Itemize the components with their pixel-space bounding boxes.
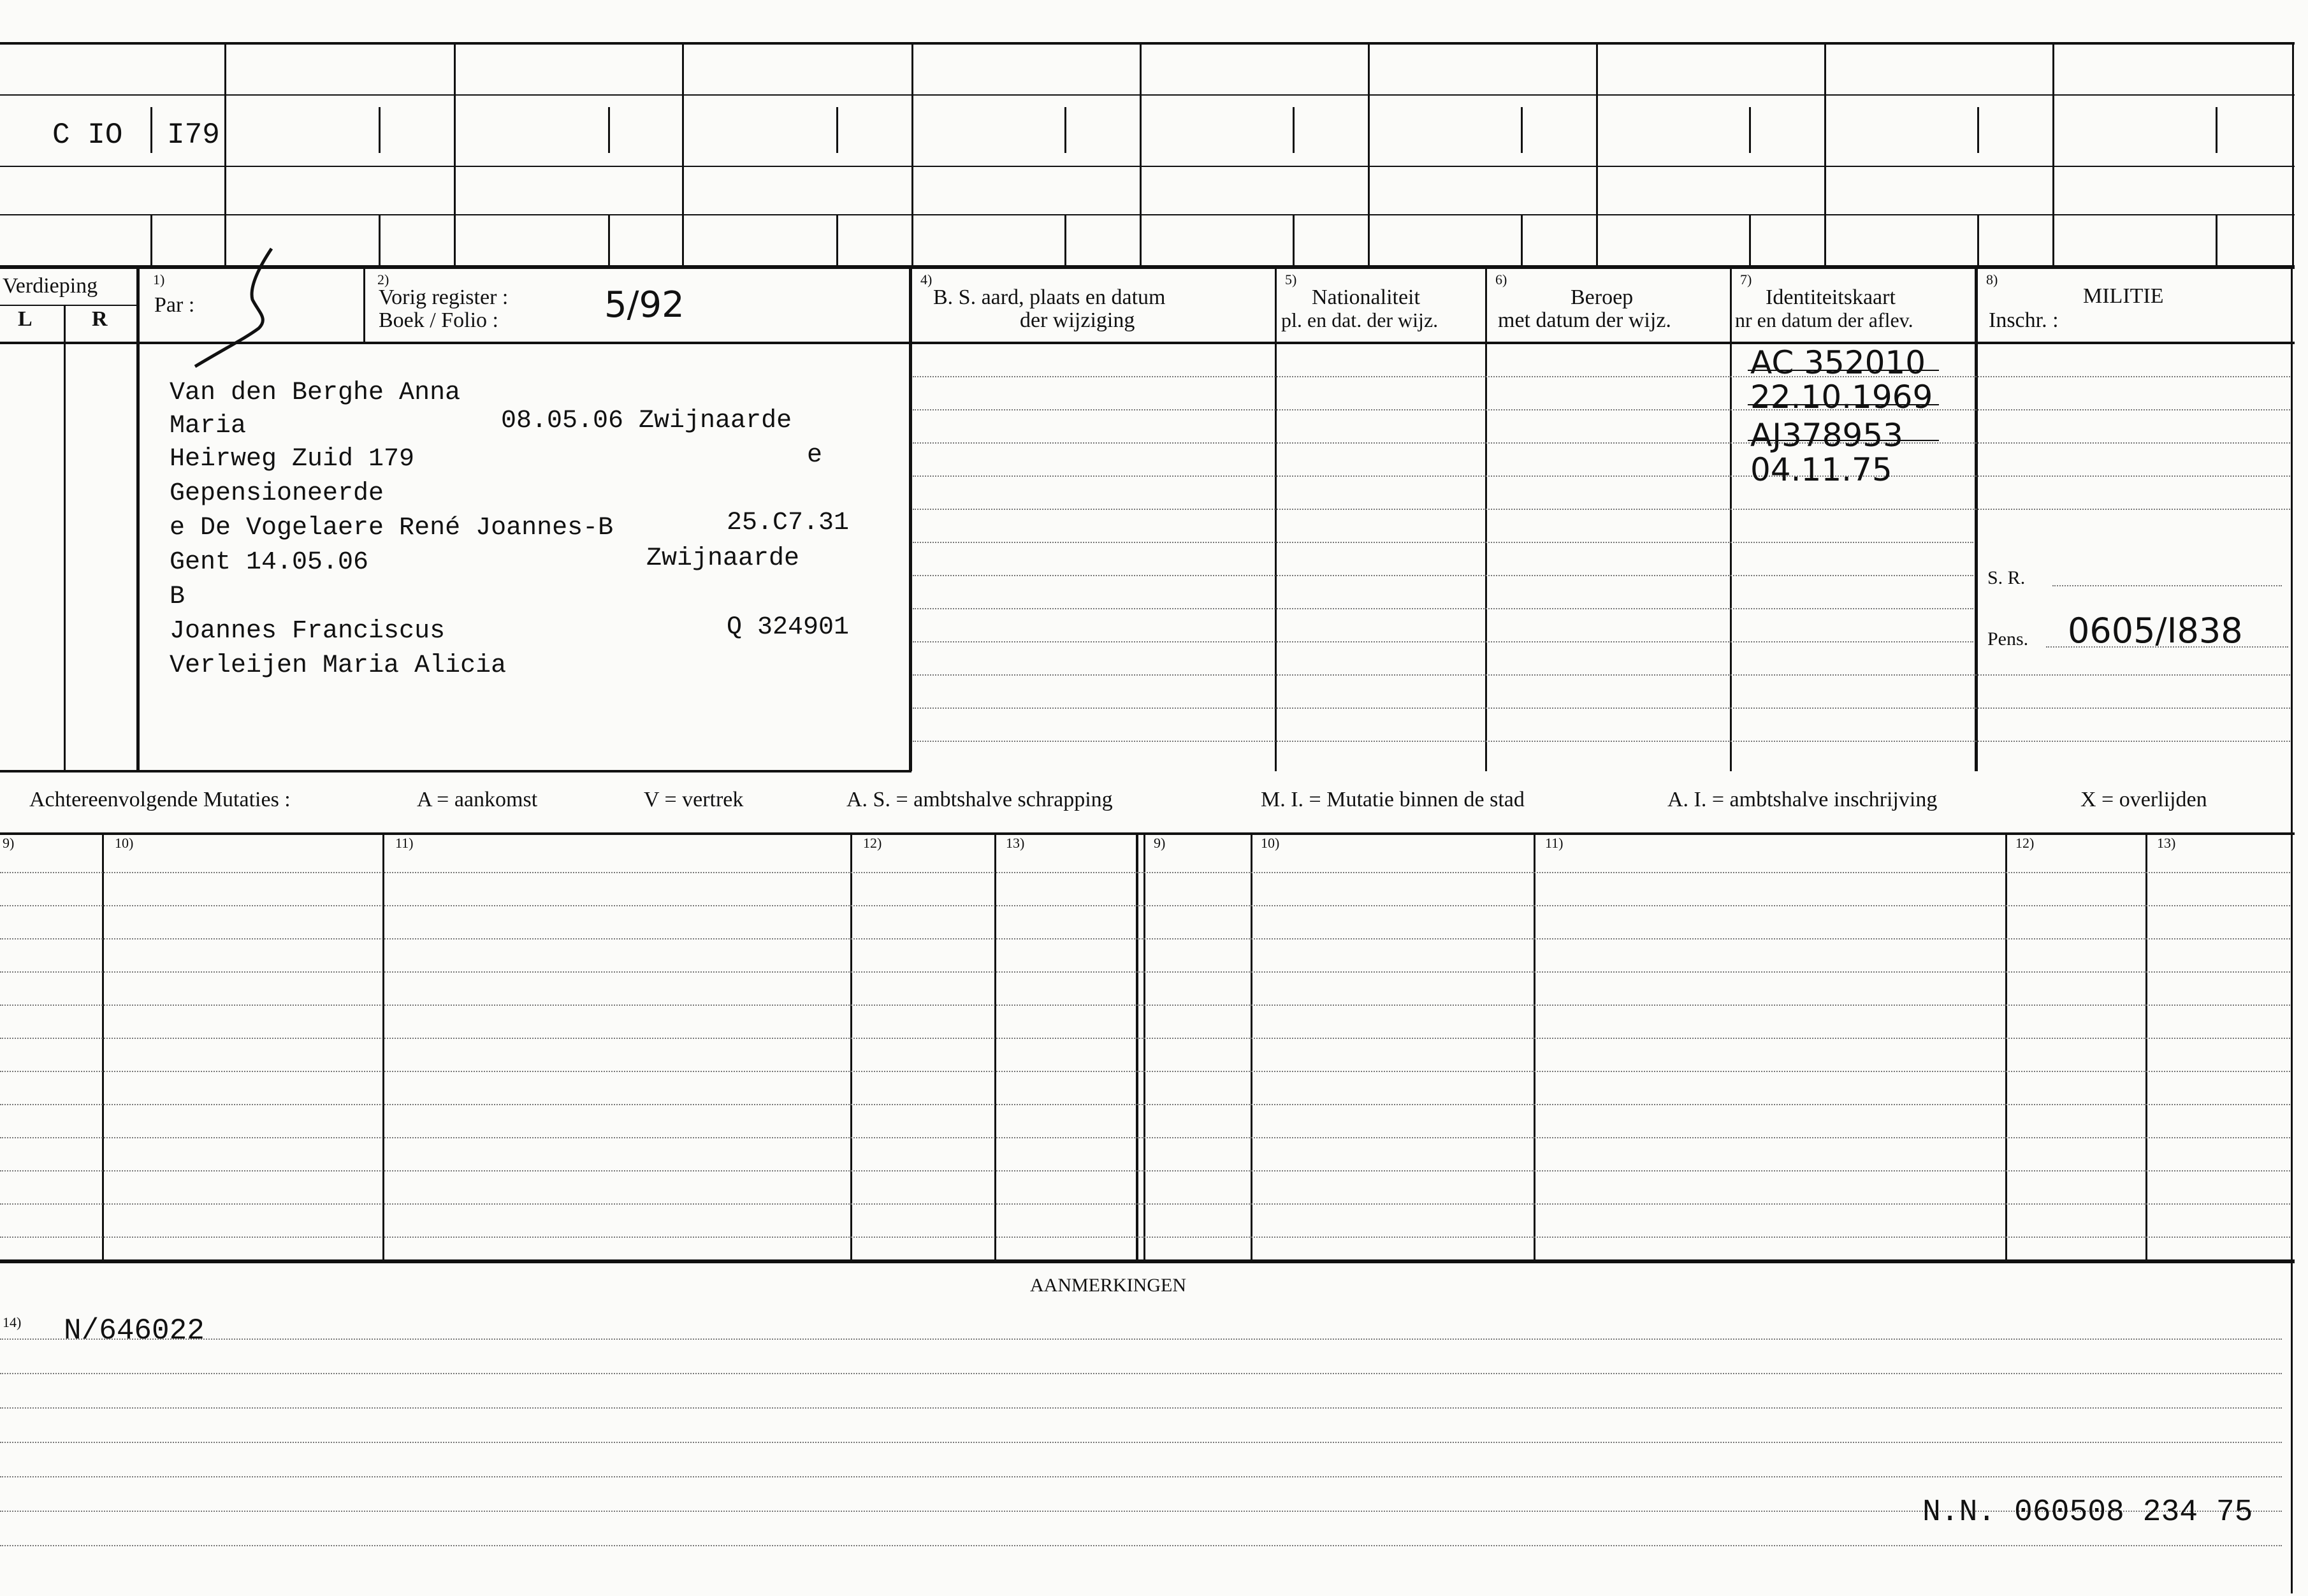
id-card-date-1: 22.10.1969 — [1750, 379, 1933, 416]
col-l-label: L — [18, 307, 33, 331]
mutatie-col-label: 10) — [1261, 835, 1280, 851]
boek-folio-label: Boek / Folio : — [379, 308, 498, 332]
section-end — [0, 770, 911, 773]
bs-label-1: B. S. aard, plaats en datum — [933, 286, 1166, 309]
grid-tick — [608, 215, 610, 266]
pens-label: Pens. — [1987, 628, 2029, 649]
mutatie-row-line — [0, 1237, 2292, 1238]
mutatie-row-line — [0, 1170, 2292, 1172]
id-strike — [1748, 440, 1939, 441]
grid-tick — [1977, 215, 1979, 266]
grid-tick — [1293, 107, 1295, 153]
militie-label: MILITIE — [2083, 284, 2164, 308]
grid-line — [0, 94, 2295, 96]
grid-tick — [1293, 215, 1295, 266]
grid-tick — [836, 107, 838, 153]
mutatie-col-label: 10) — [115, 835, 134, 851]
spouse-date: 25.C7.31 — [727, 509, 850, 537]
mutatie-col — [2005, 834, 2007, 1259]
id-strike — [1748, 404, 1939, 405]
row-line — [913, 641, 1973, 642]
bs-label-2: der wijziging — [1020, 308, 1135, 332]
row-line — [913, 674, 2292, 676]
aanmerkingen-value: N/646022 — [64, 1314, 205, 1347]
grid-tick — [2216, 107, 2217, 153]
father: Joannes Franciscus — [170, 617, 446, 646]
mutatie-row-line — [0, 905, 2292, 906]
mutatie-col — [994, 834, 996, 1259]
grid-divider — [1596, 43, 1598, 266]
grid-tick — [2216, 215, 2217, 266]
grid-divider — [224, 43, 226, 266]
birth-date-place: 08.05.06 Zwijnaarde — [501, 407, 792, 435]
mother: Verleijen Maria Alicia — [170, 651, 507, 680]
spouse-birth: Gent 14.05.06 — [170, 548, 369, 577]
nat-label-1: Nationaliteit — [1312, 286, 1420, 309]
row-line — [913, 575, 1973, 576]
field-number-2: 2) — [377, 272, 389, 287]
aanmerkingen-top-border — [0, 1259, 2295, 1263]
id-card-1: AC 352010 — [1750, 344, 1926, 381]
father-ref: Q 324901 — [727, 613, 850, 642]
mutaties-title: Achtereenvolgende Mutaties : — [29, 788, 291, 811]
col-divider — [1975, 268, 1978, 771]
par-label: Par : — [154, 293, 195, 317]
mutatie-col-label: 12) — [863, 835, 882, 851]
field-number-14: 14) — [3, 1314, 22, 1330]
grid-tick — [1749, 215, 1751, 266]
mutatie-col — [1534, 834, 1535, 1259]
mutatie-col-label: 9) — [1154, 835, 1166, 851]
mutatie-row-line — [0, 1071, 2292, 1072]
address: Heirweg Zuid 179 — [170, 445, 415, 474]
grid-divider — [1140, 43, 1142, 266]
mutatie-col-label: 12) — [2015, 835, 2035, 851]
row-line — [913, 741, 2292, 742]
mutatie-row-line — [0, 1005, 2292, 1006]
aanmerkingen-line — [0, 1373, 2282, 1374]
id-strike — [1748, 370, 1939, 371]
legend-ai: A. I. = ambtshalve inschrijving — [1667, 788, 1938, 811]
grid-divider — [2052, 43, 2054, 266]
mutatie-col-label: 11) — [395, 835, 414, 851]
grid-divider — [1824, 43, 1826, 266]
id-card-2: AJ378953 — [1750, 417, 1903, 454]
sr-line — [2052, 585, 2282, 586]
aanmerkingen-line — [0, 1338, 2282, 1340]
mutatie-col-label: 13) — [2157, 835, 2176, 851]
mutatie-col — [2145, 834, 2147, 1259]
aanmerkingen-line — [0, 1545, 2282, 1546]
aanmerkingen-title: AANMERKINGEN — [1030, 1275, 1186, 1296]
inschr-label: Inschr. : — [1989, 308, 2059, 332]
grid-tick — [150, 107, 152, 153]
beroep-label-2: met datum der wijz. — [1498, 308, 1671, 332]
id-label-1: Identiteitskaart — [1766, 286, 1896, 309]
col-divider — [136, 268, 140, 771]
mutatie-col — [1251, 834, 1252, 1259]
beroep-label-1: Beroep — [1571, 286, 1634, 309]
row-line — [913, 707, 2292, 709]
id-card-date-2: 04.11.75 — [1750, 451, 1892, 488]
field-number-8: 8) — [1986, 272, 1998, 287]
grid-tick — [379, 215, 381, 266]
mutatie-row-line — [0, 1137, 2292, 1138]
grid-tick — [150, 215, 152, 266]
legend-a: A = aankomst — [417, 788, 538, 811]
field-number-4: 4) — [920, 272, 933, 287]
col-divider-lr — [64, 305, 66, 771]
verdieping-label: Verdieping — [3, 274, 98, 298]
grid-divider — [1368, 43, 1370, 266]
par-scribble — [189, 242, 291, 376]
row-line — [913, 608, 1973, 609]
top-border — [0, 42, 2295, 45]
field-number-5: 5) — [1285, 272, 1297, 287]
mutatie-row-line — [0, 872, 2292, 873]
grid-divider — [682, 43, 684, 266]
mutatie-row-line — [0, 971, 2292, 973]
grid-tick — [1521, 215, 1523, 266]
row-line — [913, 475, 2292, 477]
header-bottom-border — [0, 342, 2295, 344]
national-number: N.N. 060508 234 75 — [1922, 1495, 2253, 1530]
verdieping-sub-line — [0, 305, 138, 306]
grid-divider — [911, 43, 913, 266]
pens-value: 0605/I838 — [2068, 611, 2243, 651]
occupation: Gepensioneerde — [170, 479, 384, 508]
mutatie-col-label: 9) — [3, 835, 15, 851]
mutatie-col — [382, 834, 384, 1259]
grid-divider — [454, 43, 456, 266]
aanmerkingen-line — [0, 1476, 2282, 1477]
legend-mi: M. I. = Mutatie binnen de stad — [1261, 788, 1525, 811]
row-line — [913, 409, 2292, 410]
col-divider — [1275, 268, 1277, 771]
row-line — [913, 509, 2292, 510]
grid-tick — [1749, 107, 1751, 153]
mutatie-col-label: 11) — [1545, 835, 1564, 851]
row-line — [913, 442, 2292, 444]
mutatie-col — [102, 834, 104, 1259]
mutatie-col — [1136, 834, 1138, 1259]
col-r-label: R — [92, 307, 108, 331]
nationality-mark: B — [170, 583, 185, 611]
col-divider — [1485, 268, 1487, 771]
folio-value: 5/92 — [604, 284, 685, 326]
mutatie-row-line — [0, 1104, 2292, 1105]
spouse-place: Zwijnaarde — [646, 544, 800, 573]
grid-line — [0, 166, 2295, 167]
mutatie-col — [1143, 834, 1145, 1259]
person-name: Van den Berghe Anna — [170, 379, 461, 407]
mutatie-col-label: 13) — [1006, 835, 1025, 851]
grid-tick — [1977, 107, 1979, 153]
row-line — [913, 542, 1973, 543]
grid-tick — [379, 107, 381, 153]
id-label-2: nr en datum der aflev. — [1735, 308, 1913, 331]
pens-line — [2046, 646, 2288, 648]
legend-v: V = vertrek — [644, 788, 744, 811]
grid-divider — [2292, 43, 2294, 266]
mutatie-top-border — [0, 832, 2295, 835]
col-divider — [909, 268, 912, 771]
row-line — [913, 376, 2292, 377]
field-number-7: 7) — [1740, 272, 1752, 287]
field-number-6: 6) — [1495, 272, 1507, 287]
grid-tick — [836, 215, 838, 266]
grid-tick — [1064, 215, 1066, 266]
mutatie-row-line — [0, 1203, 2292, 1205]
field-number-1: 1) — [153, 272, 165, 287]
vorig-register-label: Vorig register : — [379, 286, 509, 309]
grid-tick — [1521, 107, 1523, 153]
grid-line — [0, 214, 2295, 215]
grid-tick — [608, 107, 610, 153]
col-divider — [1730, 268, 1732, 771]
code-1: C IO — [52, 119, 123, 152]
right-edge — [2291, 268, 2293, 1593]
grid-tick — [1064, 107, 1066, 153]
code-2: I79 — [167, 119, 220, 152]
header-top-border — [0, 265, 2295, 269]
aanmerkingen-line — [0, 1442, 2282, 1443]
mutatie-row-line — [0, 938, 2292, 939]
mutatie-col — [850, 834, 852, 1259]
legend-x: X = overlijden — [2080, 788, 2207, 811]
spouse: e De Vogelaere René Joannes-B — [170, 514, 614, 542]
aanmerkingen-line — [0, 1407, 2282, 1409]
legend-as: A. S. = ambtshalve schrapping — [846, 788, 1113, 811]
person-name-2: Maria — [170, 412, 247, 440]
nat-label-2: pl. en dat. der wijz. — [1281, 308, 1439, 331]
col-divider — [363, 268, 365, 343]
mutatie-row-line — [0, 1038, 2292, 1039]
address-mark: e — [807, 441, 823, 470]
sr-label: S. R. — [1987, 567, 2026, 588]
